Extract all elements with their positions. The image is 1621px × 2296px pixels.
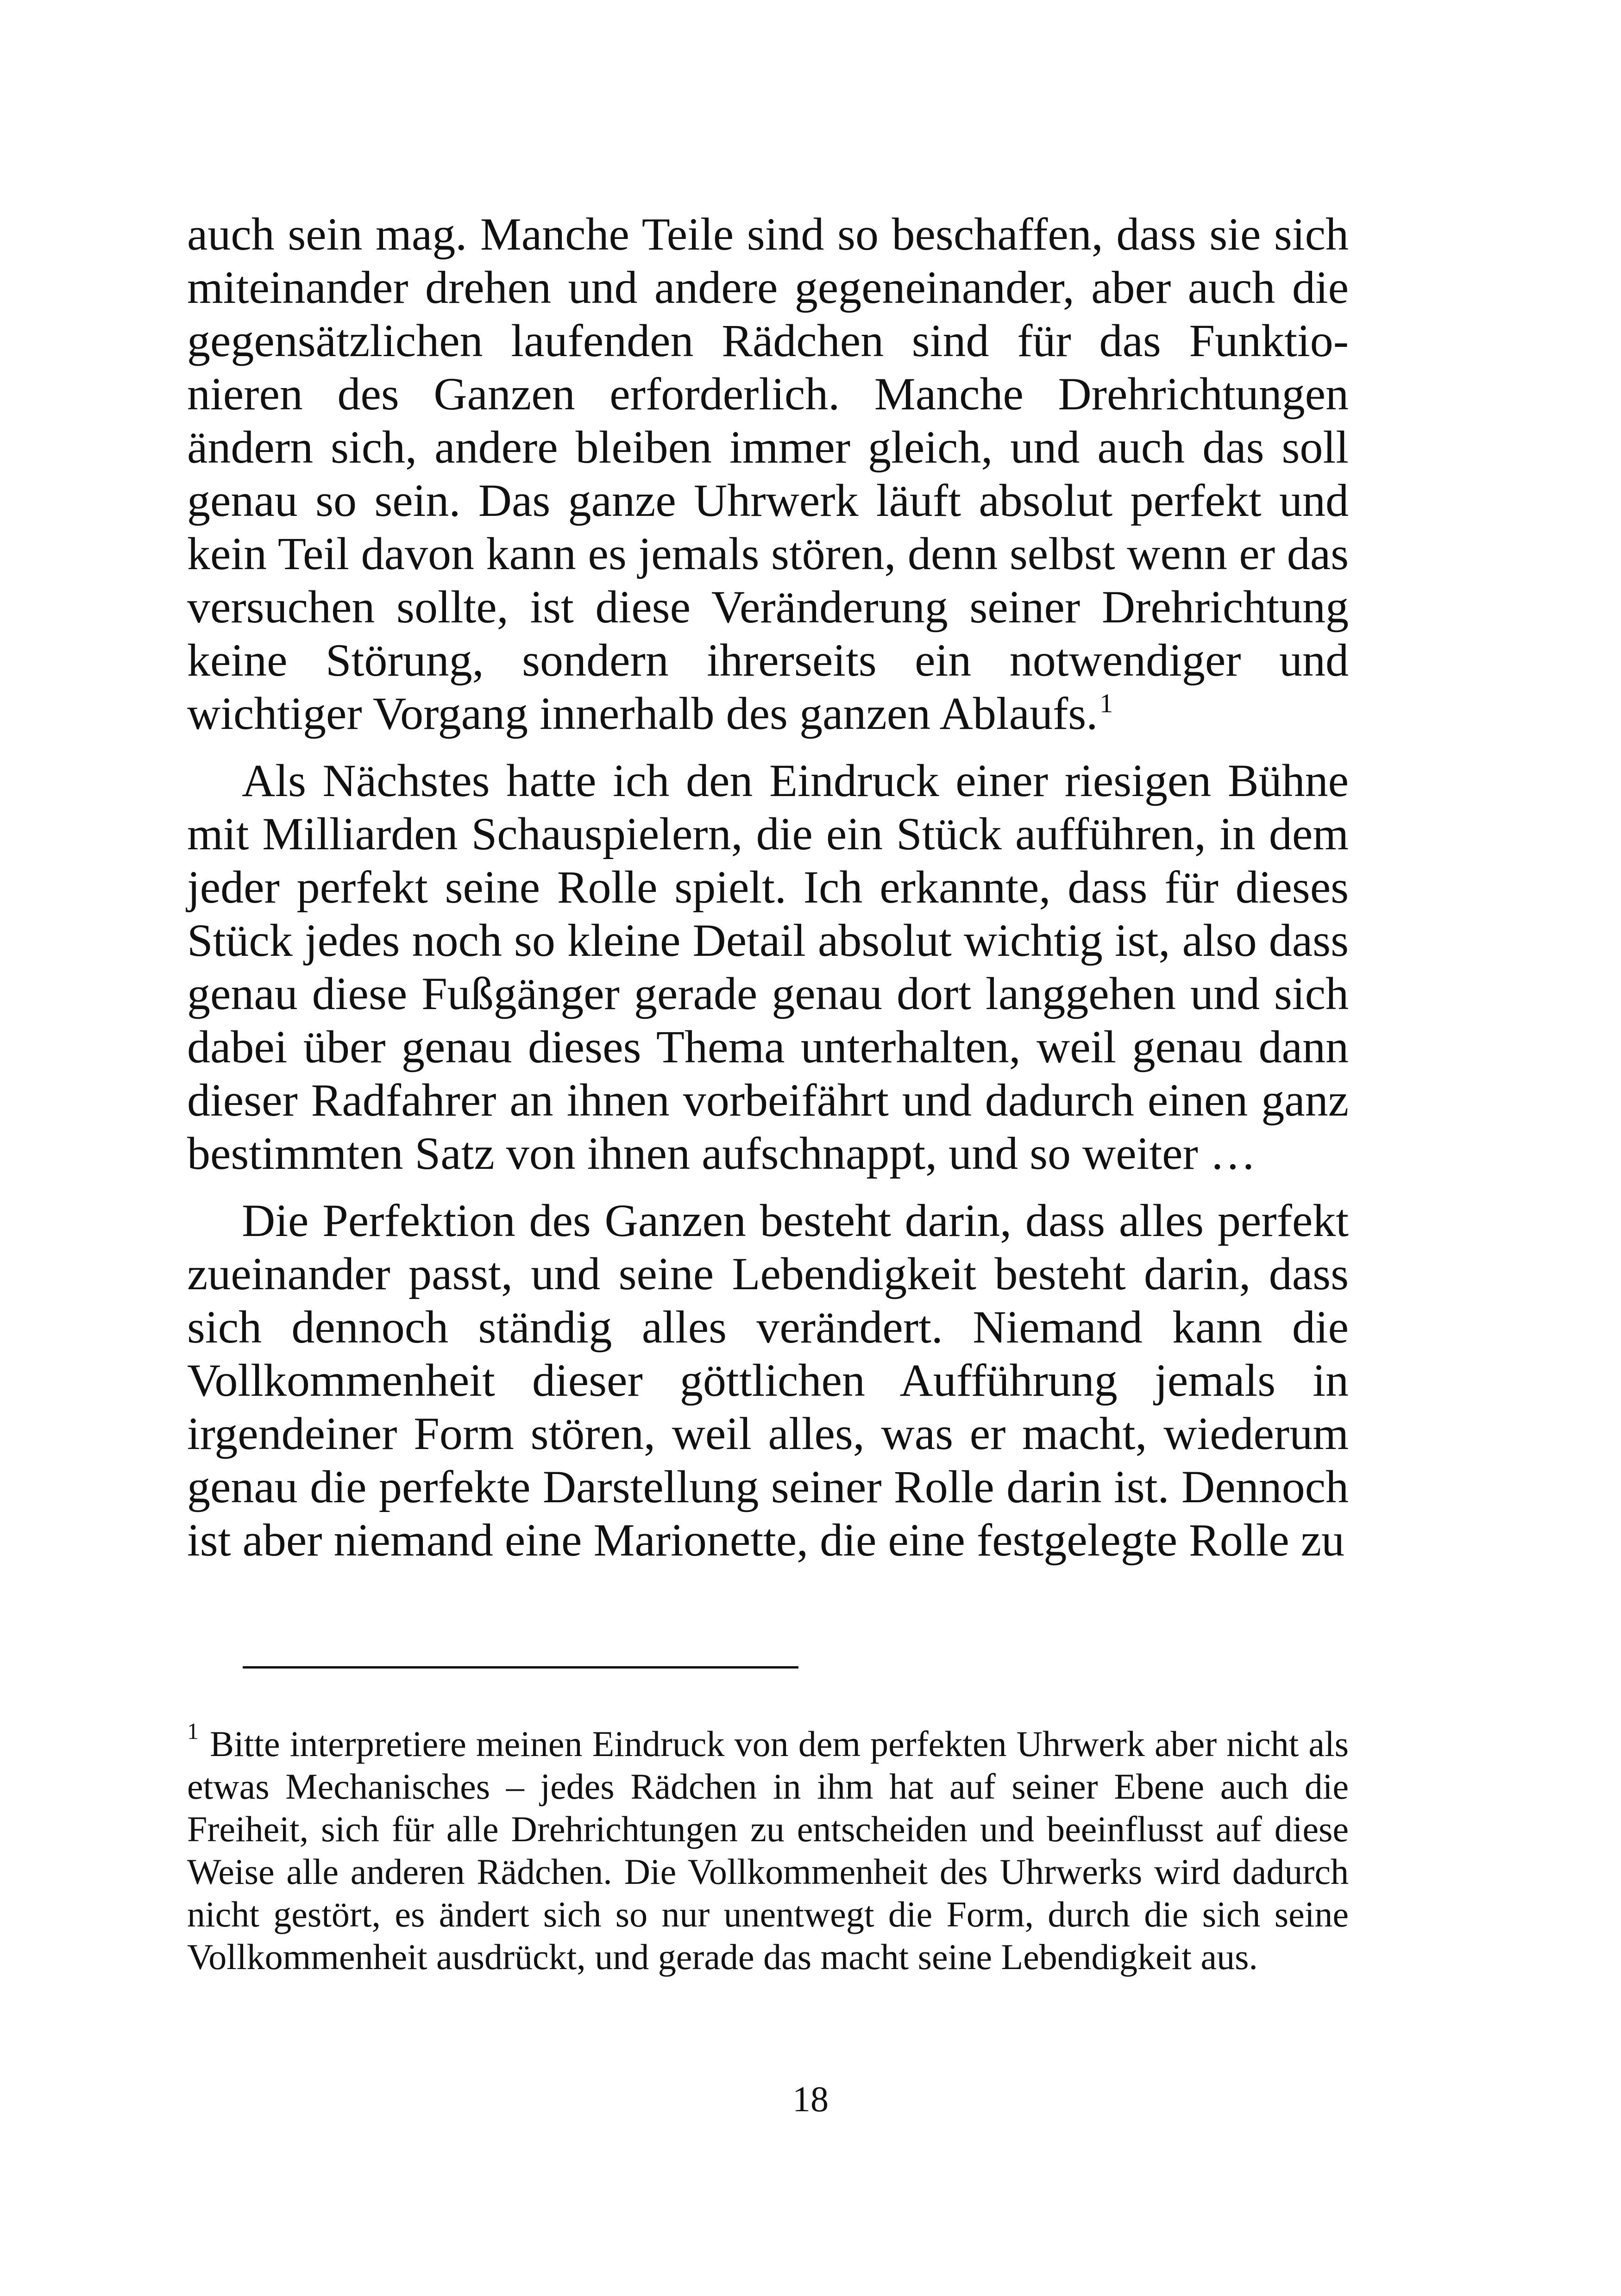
paragraph-2: Als Nächstes hatte ich den Eindruck einer riesigen Bühne mit Milliarden Schauspielern, die ein Stück aufführen, in dem jeder perfekt seine Rolle spielt. Ich erkannte, dass für dieses Stück jedes noch so kleine Detail absolut wichtig ist, also dass genau diese Fußgänger gerade genau dort langgehen und sich dabei über genau dieses Thema unterhalten, weil genau dann dieser Radfahrer an ihnen vorbeifährt und dadurch einen ganz bestimmten Satz von ihnen aufschnappt, und so weiter … — [187, 755, 1349, 1179]
footnote — [187, 1718, 1349, 1978]
footnote-text: Bitte interpretiere meinen Eindruck von dem perfekten Uhrwerk aber nicht als etwas Mechanisches – jedes Rädchen in ihm hat auf seiner Ebene auch die Freiheit, sich für alle Drehrichtungen zu entscheiden und beeinflusst auf diese Weise alle anderen Rädchen. Die Vollkommenheit des Uhrwerks wird dadurch nicht gestört, es ändert sich so nur unentwegt die Form, durch die sich seine Vollkommenheit ausdrückt, und gerade das macht seine Lebendigkeit aus. — [187, 1724, 1349, 1977]
page-number: 18 — [792, 2079, 829, 2119]
main-text — [187, 207, 1349, 1567]
paragraph-3: Die Perfektion des Ganzen besteht darin, dass alles perfekt zueinander passt, und seine Lebendigkeit besteht darin, dass sich dennoch ständig alles verändert. Niemand kann die Vollkommenheit dieser göttlichen Aufführung jemals in irgendeiner Form stören, weil alles, was er macht, wiederum genau die perfekte Darstellung seiner Rolle darin ist. Dennoch ist aber niemand eine Marionette, die eine festgelegte Rolle zu — [187, 1195, 1349, 1566]
footnote-number: 1 — [187, 1718, 199, 1744]
footnote-reference[interactable]: 1 — [1100, 688, 1113, 719]
paragraph-1-text: auch sein mag. Manche Teile sind so beschaffen, dass sie sich miteinander drehen und andere gegeneinander, aber auch die gegensätzlichen laufenden Rädchen sind für das Funktionieren des Ganzen erforderlich. Manche Drehrichtungen ändern sich, andere bleiben immer gleich, und auch das soll genau so sein. Das ganze Uhrwerk läuft absolut perfekt und kein Teil davon kann es jemals stören, denn selbst wenn er das versuchen sollte, ist diese Veränderung seiner Drehrichtung keine Störung, sondern ihrerseits ein notwendiger und wichtiger Vorgang innerhalb des ganzen Ablaufs. — [187, 208, 1349, 739]
paragraph-1 — [187, 207, 1349, 740]
footnote-separator — [243, 1666, 798, 1669]
